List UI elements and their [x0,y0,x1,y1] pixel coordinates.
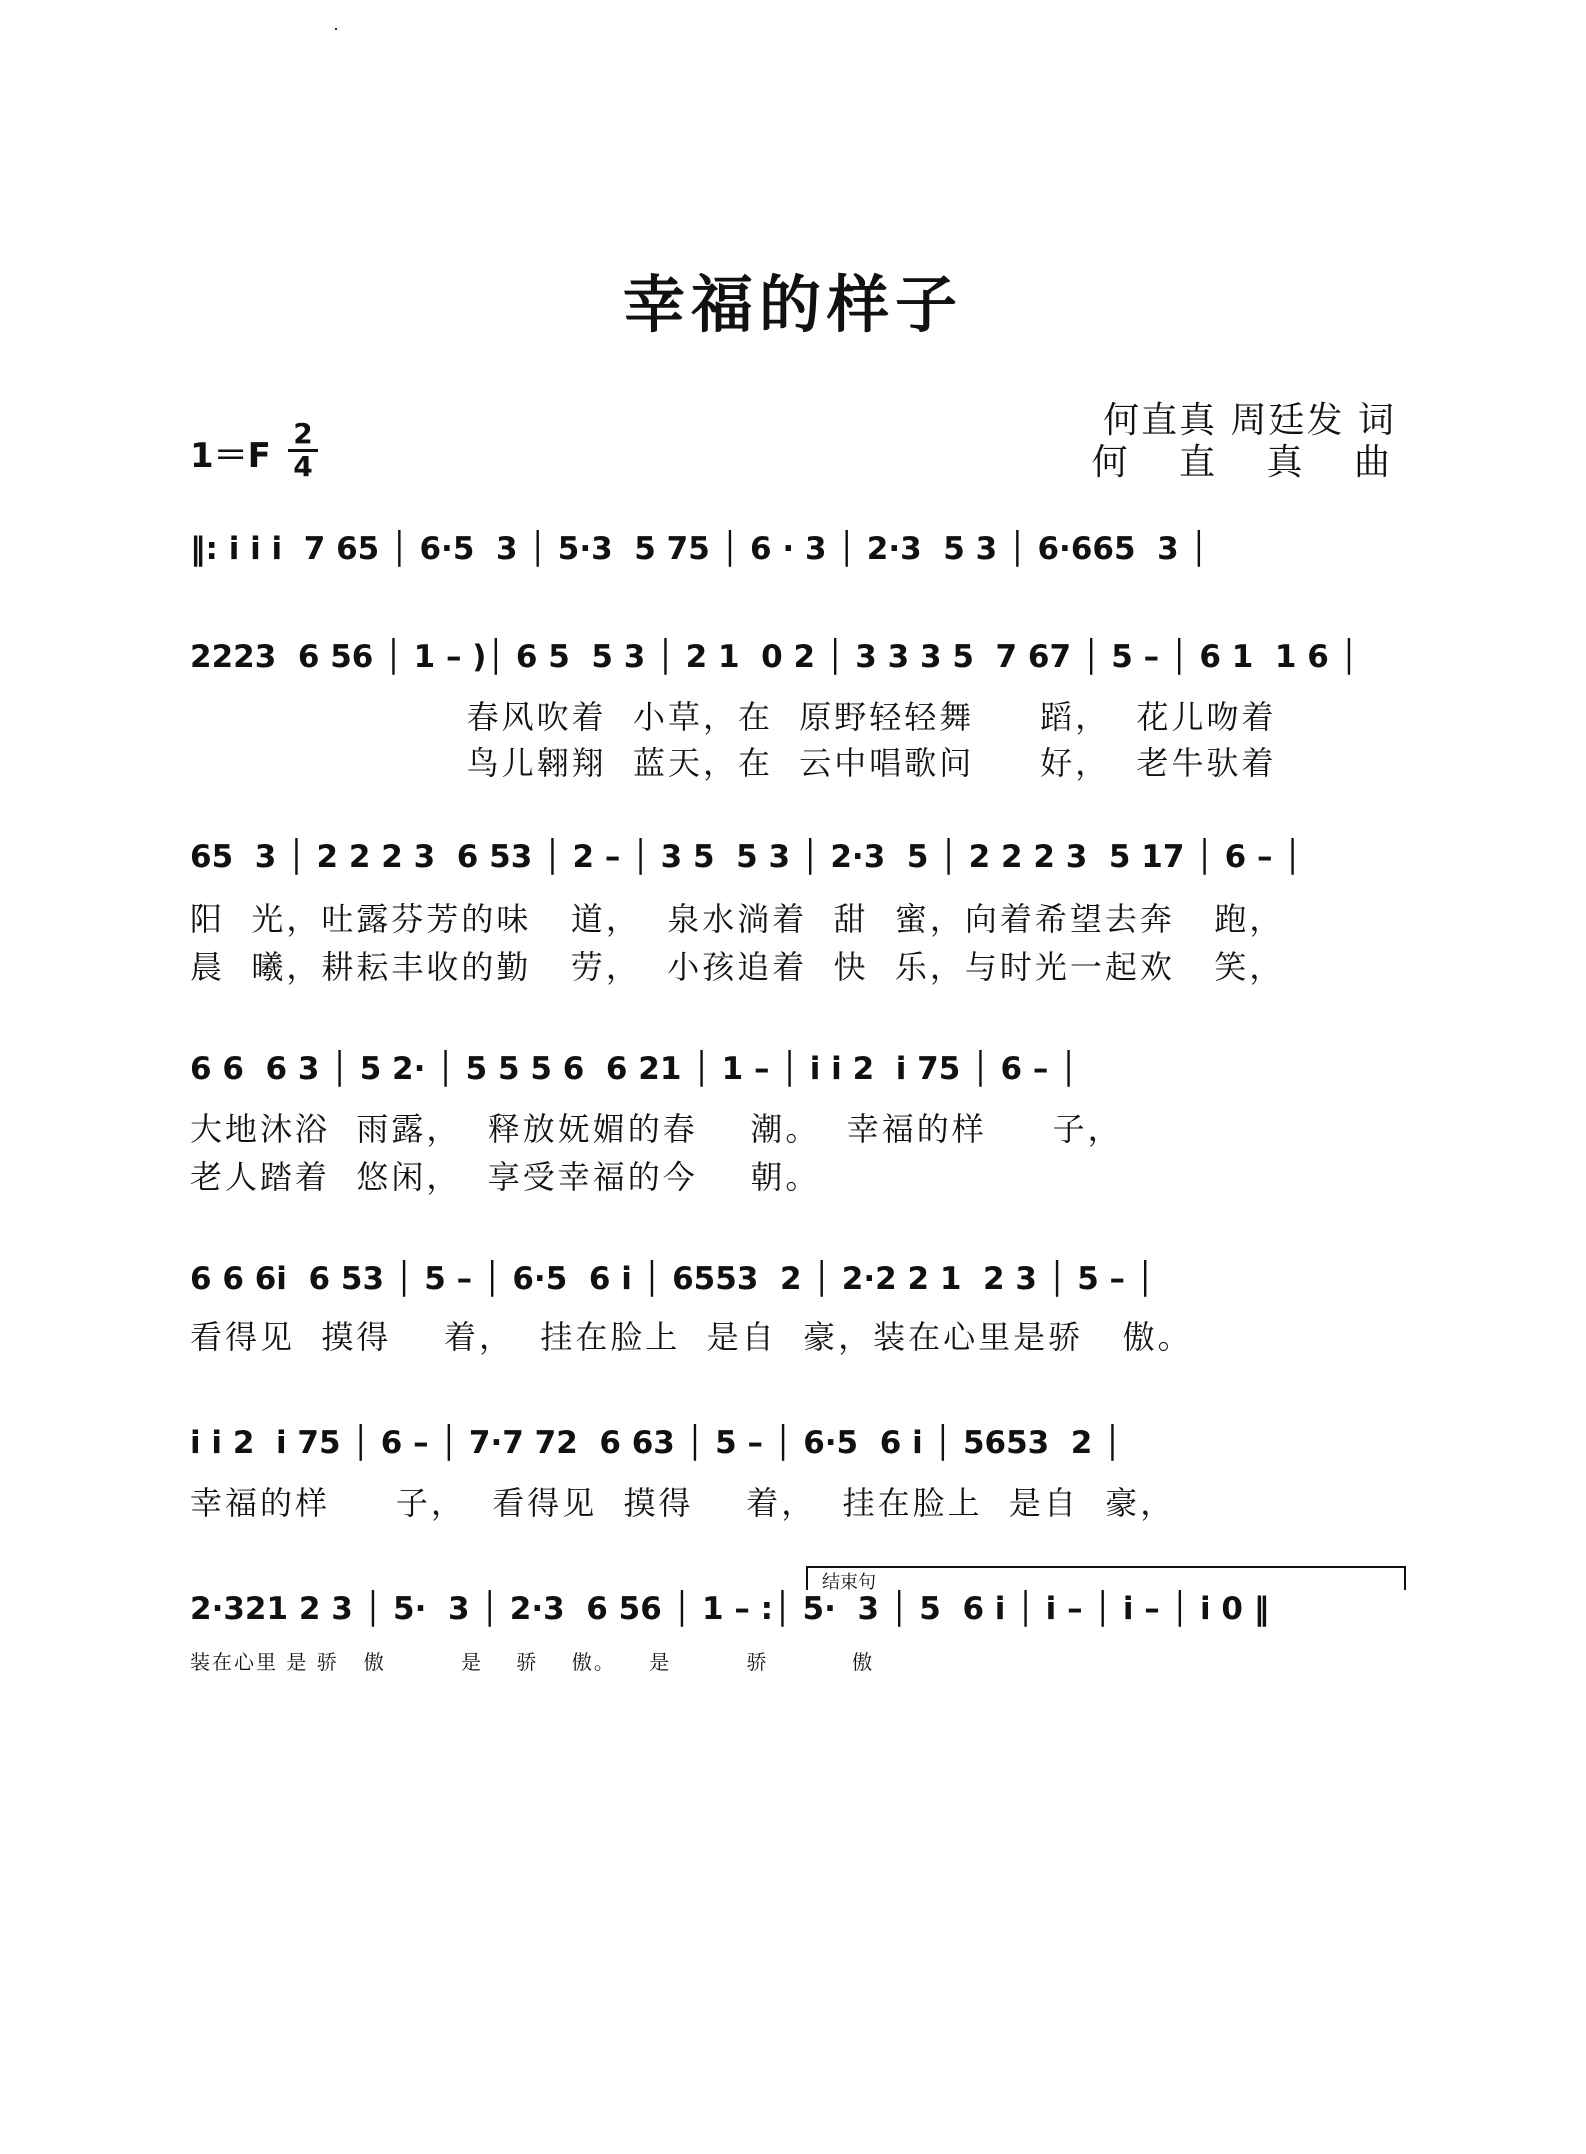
lyrics-line-6: 幸福的样 子， 看得见 摸得 着， 挂在脸上 是自 豪， [190,1484,1176,1522]
lyrics-line-2-verse-2: 鸟儿翱翔 蓝天，在 云中唱歌问 好， 老牛驮着 [190,744,1277,782]
notation-line-7: 2·321 2 3 │ 5· 3 │ 2·3 6 56 │ 1 – :│ 5· 3 │ 5 6 i │ i – │ i – │ i 0 ‖ [190,1591,1270,1627]
time-signature [288,417,318,483]
ending-label: 结束句 [822,1572,876,1593]
notation-line-4: 6 6 6 3 │ 5 2· │ 5 5 5 6 6 21 │ 1 – │ i i 2 i 75 │ 6 – │ [190,1051,1078,1087]
lyrics-line-7: 装在心里 是 骄 傲 是 骄 傲。 是 骄 傲 [190,1650,875,1674]
speck [335,28,337,30]
notation-line-2: 2223 6 56 │ 1 – )│ 6 5 5 3 │ 2 1 0 2 │ 3 3 3 5 7 67 │ 5 – │ 6 1 1 6 │ [190,639,1359,675]
lyrics-line-5: 看得见 摸得 着， 挂在脸上 是自 豪，装在心里是骄 傲。 [190,1318,1193,1356]
notation-line-5: 6 6 6i 6 53 │ 5 – │ 6·5 6 i │ 6553 2 │ 2·2 2 1 2 3 │ 5 – │ [190,1261,1155,1297]
notation-line-6: i i 2 i 75 │ 6 – │ 7·7 72 6 63 │ 5 – │ 6·5 6 i │ 5653 2 │ [190,1425,1122,1461]
lyrics-line-2-verse-1: 春风吹着 小草，在 原野轻轻舞 蹈， 花儿吻着 [190,698,1277,736]
lyrics-line-4-verse-1: 大地沐浴 雨露， 释放妩媚的春 潮。 幸福的样 子， [190,1110,1123,1148]
meter-top: 2 [293,417,313,450]
key-signature: 1＝F [190,436,271,476]
lyrics-line-3-verse-1: 阳 光，吐露芬芳的味 道， 泉水淌着 甜 蜜，向着希望去奔 跑， [190,900,1285,938]
notation-line-3: 65 3 │ 2 2 2 3 6 53 │ 2 – │ 3 5 5 3 │ 2·3 5 │ 2 2 2 3 5 17 │ 6 – │ [190,839,1302,875]
page-title: 幸福的样子 [622,268,963,341]
lyrics-line-4-verse-2: 老人踏着 悠闲， 享受幸福的今 朝。 [190,1158,821,1196]
lyricist-credit: 何直真 周廷发 词 [1103,400,1396,441]
composer-credit: 何 直 真 曲 [1091,442,1410,483]
lyrics-line-3-verse-2: 晨 曦，耕耘丰收的勤 劳， 小孩追着 快 乐，与时光一起欢 笑， [190,948,1285,986]
meter-bottom: 4 [293,450,313,483]
notation-line-1: ‖: i i i 7 65 │ 6·5 3 │ 5·3 5 75 │ 6 · 3 │ 2·3 5 3 │ 6·665 3 │ [190,531,1209,567]
